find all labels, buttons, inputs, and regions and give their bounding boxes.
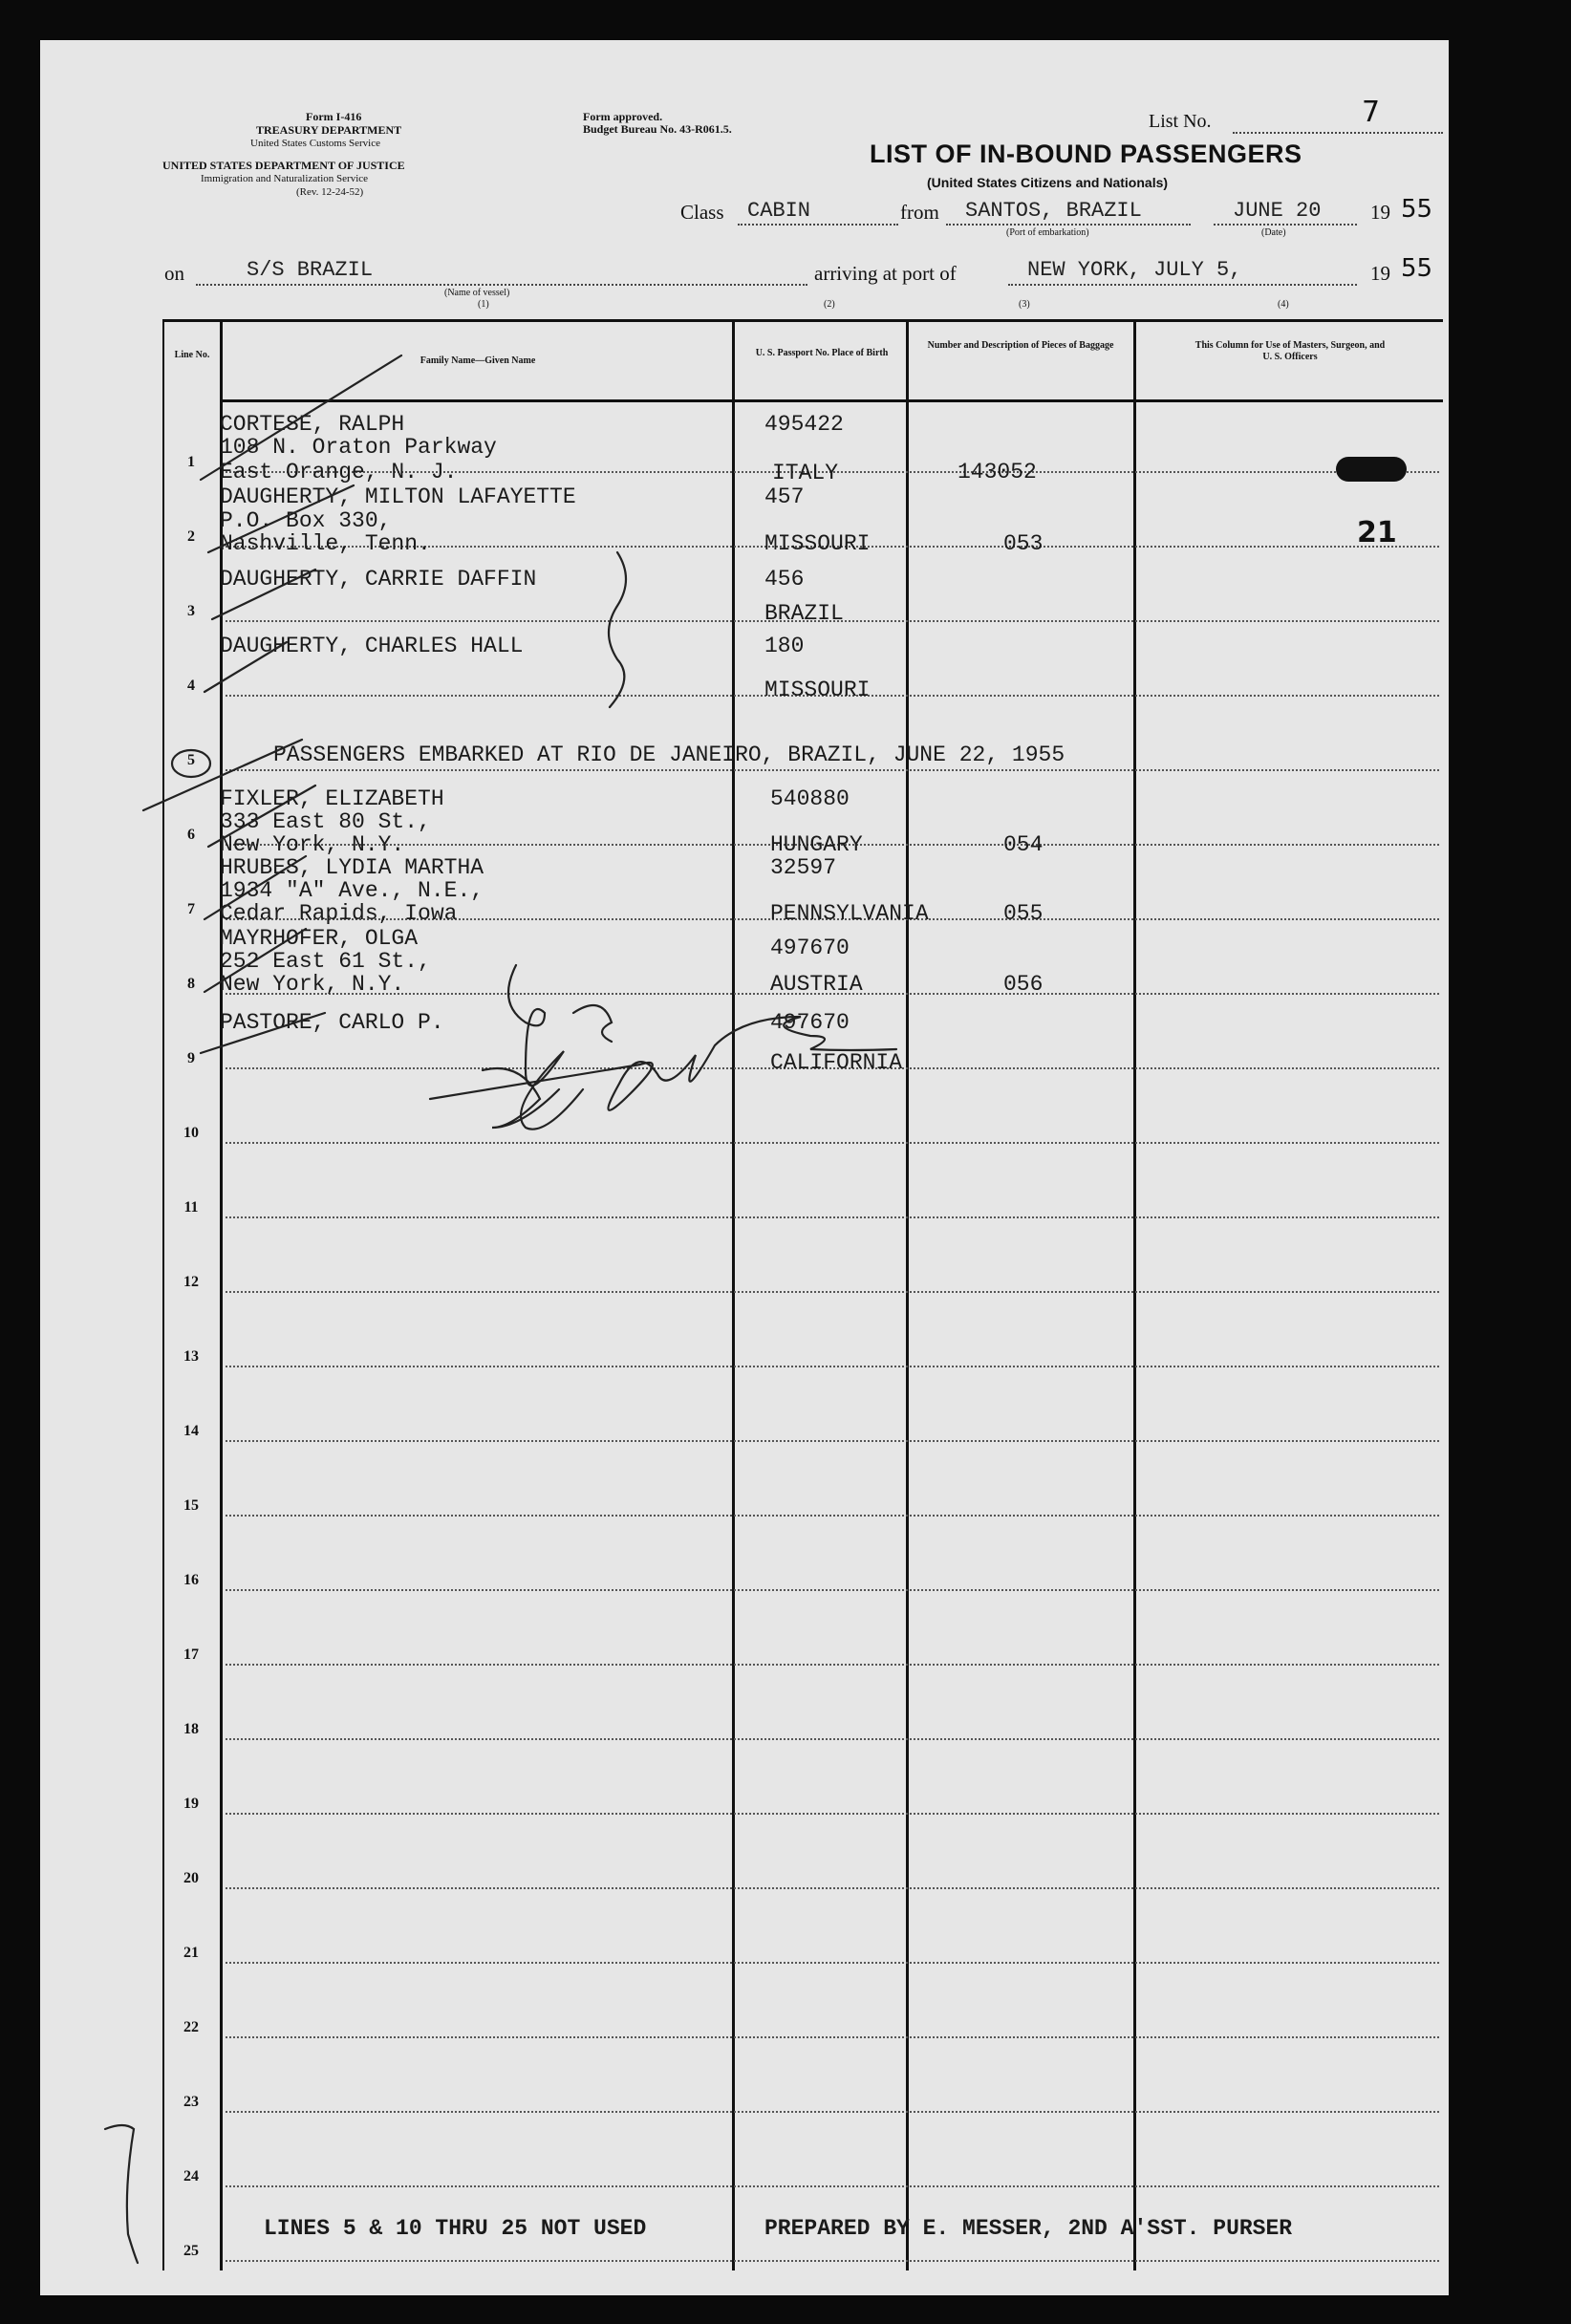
passenger-address: New York, N.Y. [220,972,405,997]
justice-dept: UNITED STATES DEPARTMENT OF JUSTICE [162,159,405,172]
treasury-dept: TREASURY DEPARTMENT [256,123,402,137]
line-number: 22 [183,2019,199,2035]
customs-service: United States Customs Service [250,138,380,149]
caption-col-1: (1) [478,299,489,310]
class-line [738,224,898,226]
revision: (Rev. 12-24-52) [296,186,364,198]
line-number: 18 [183,1721,199,1737]
passenger-address: New York, N.Y. [220,832,405,857]
year-prefix-2: 19 [1370,262,1390,285]
passenger-name: PASTORE, CARLO P. [220,1010,444,1035]
place-of-birth: CALIFORNIA [770,1050,903,1075]
column-divider [1133,319,1136,2270]
line-number: 23 [183,2094,199,2110]
vessel-caption: (Name of vessel) [444,288,510,298]
passenger-list-form [40,40,1449,2295]
list-no-value: 7 [1362,96,1381,129]
lines-not-used-note: LINES 5 & 10 THRU 25 NOT USED [264,2216,647,2241]
class-label: Class [680,201,724,224]
line-number: 15 [183,1497,199,1514]
passenger-address: Nashville, Tenn. [220,531,431,556]
budget-bureau: Budget Bureau No. 43-R061.5. [583,122,732,136]
date-value: JUNE 20 [1233,199,1322,223]
row-rule [226,1887,1439,1889]
passenger-address: 333 East 80 St., [220,809,431,834]
passenger-address: 1934 "A" Ave., N.E., [220,878,484,903]
line-number: 24 [183,2168,199,2184]
column-divider [906,319,909,2270]
row-rule [226,2036,1439,2038]
year-prefix: 19 [1370,201,1390,224]
baggage-number: 054 [1003,832,1044,857]
passport-number: 457 [764,484,805,509]
year-value: 55 [1401,195,1433,224]
line-number: 2 [187,528,195,545]
place-of-birth: ITALY [772,461,839,485]
form-number: Form I-416 [306,110,362,123]
line-number: 11 [183,1199,199,1216]
caption-col-3: (3) [1019,299,1030,310]
caption-col-2: (2) [824,299,835,310]
col-header-baggage: Number and Description of Pieces of Baggage [927,340,1114,351]
line-number: 25 [183,2243,199,2259]
line-number: 17 [183,1646,199,1663]
place-of-birth: MISSOURI [764,678,871,702]
col-header-line-no: Line No. [174,350,210,360]
row-rule [226,2111,1439,2113]
row-rule [226,1440,1439,1442]
arrival-line [1008,284,1357,286]
vessel-value: S/S BRAZIL [247,258,374,282]
row-rule [226,1291,1439,1293]
row-rule [226,1366,1439,1367]
line-number: 4 [187,678,195,694]
from-label: from [900,201,939,224]
passenger-address: P.O. Box 330, [220,508,392,533]
passenger-name: HRUBES, LYDIA MARTHA [220,855,484,880]
passport-number: 456 [764,567,805,592]
passenger-name: FIXLER, ELIZABETH [220,786,444,811]
arriving-label: arriving at port of [814,262,957,285]
line-number: 1 [187,454,195,470]
passport-number: 497670 [770,936,850,960]
line-number: 19 [183,1796,199,1812]
passport-number: 495422 [764,412,844,437]
from-line [946,224,1191,226]
line-number: 16 [183,1572,199,1588]
row-rule [226,1962,1439,1964]
passport-number: 540880 [770,786,850,811]
place-of-birth: BRAZIL [764,601,844,626]
passport-number: 180 [764,634,805,658]
row-rule [226,2260,1439,2262]
arrival-value: NEW YORK, JULY 5, [1027,258,1242,282]
passenger-name: DAUGHERTY, CHARLES HALL [220,634,524,658]
table-top-border [162,319,1443,322]
form-subtitle: (United States Citizens and Nationals) [927,175,1169,190]
form-approved: Form approved. [583,110,663,123]
row-rule [226,1664,1439,1666]
column-divider [220,319,223,2270]
passenger-address: 108 N. Oraton Parkway [220,435,497,460]
place-of-birth: AUSTRIA [770,972,863,997]
redaction-mark [1336,457,1407,482]
col-header-passport: U. S. Passport No. Place of Birth [755,348,889,358]
line-number: 13 [183,1348,199,1365]
header-rule [222,399,1443,402]
line-number: 20 [183,1870,199,1886]
line-number: 21 [183,1945,199,1961]
passenger-address: East Orange, N. J. [220,460,458,484]
date-line [1214,224,1357,226]
line-number: 14 [183,1423,199,1439]
row-rule [226,769,1439,771]
list-no-label: List No. [1149,111,1212,132]
passport-number: 32597 [770,855,837,880]
from-value: SANTOS, BRAZIL [965,199,1142,223]
place-of-birth: MISSOURI [764,531,871,556]
line-number: 8 [187,976,195,992]
line-number: 12 [183,1274,199,1290]
passport-number: 497670 [770,1010,850,1035]
prepared-by-note: PREPARED BY E. MESSER, 2ND A'SST. PURSER [764,2216,1293,2241]
line-number: 5 [187,752,195,768]
row-rule [226,1515,1439,1517]
port-caption: (Port of embarkation) [1006,227,1089,238]
list-no-line [1233,132,1443,134]
passenger-name: CORTESE, RALPH [220,412,405,437]
baggage-number: 143052 [958,460,1037,484]
ins-service: Immigration and Naturalization Service [201,173,369,184]
vessel-line [196,284,807,286]
row-rule [226,1216,1439,1218]
passenger-name: DAUGHERTY, CARRIE DAFFIN [220,567,537,592]
col-header-officers: This Column for Use of Masters, Surgeon, and U. S. Officers [1194,340,1386,362]
year-value-2: 55 [1401,254,1433,283]
baggage-number: 056 [1003,972,1044,997]
place-of-birth: PENNSYLVANIA [770,901,929,926]
line-number: 6 [187,827,195,843]
caption-col-4: (4) [1278,299,1289,310]
row-rule [226,2185,1439,2187]
passenger-name: MAYRHOFER, OLGA [220,926,419,951]
rio-embarkation-note: PASSENGERS EMBARKED AT RIO DE JANEIRO, BRAZIL, JUNE 22, 1955 [273,742,1065,767]
line-number: 7 [187,901,195,917]
on-label: on [164,262,184,285]
column-divider [732,319,735,2270]
baggage-number: 053 [1003,531,1044,556]
form-title: LIST OF IN-BOUND PASSENGERS [870,140,1302,168]
line-number: 10 [183,1125,199,1141]
left-border [162,319,164,2270]
officer-mark: 21 [1357,516,1397,549]
row-rule [226,1142,1439,1144]
date-caption: (Date) [1261,227,1286,238]
baggage-number: 055 [1003,901,1044,926]
row-rule [226,1813,1439,1815]
col-header-name: Family Name—Given Name [420,355,536,366]
line-number: 9 [187,1050,195,1066]
place-of-birth: HUNGARY [770,832,863,857]
passenger-name: DAUGHERTY, MILTON LAFAYETTE [220,484,576,509]
class-value: CABIN [747,199,811,223]
line-number: 3 [187,603,195,619]
passenger-address: Cedar Rapids, Iowa [220,901,458,926]
row-rule [226,1589,1439,1591]
row-rule [226,1738,1439,1740]
passenger-address: 252 East 61 St., [220,949,431,974]
